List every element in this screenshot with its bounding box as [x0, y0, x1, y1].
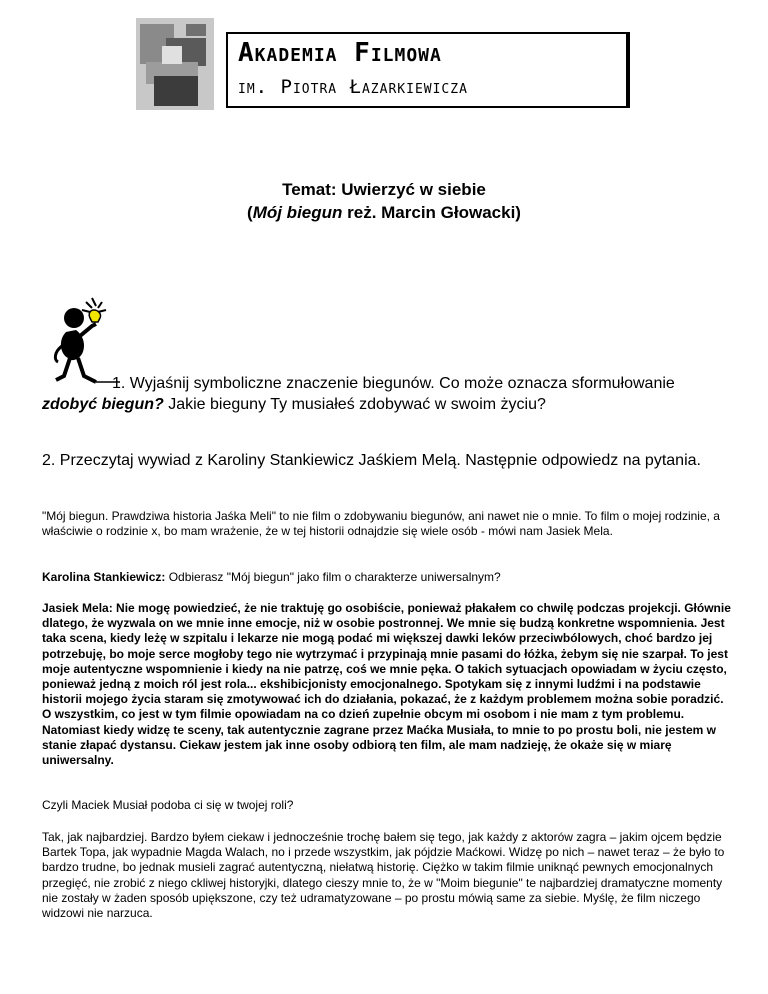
question-1-emphasis: zdobyć biegun?	[42, 396, 164, 413]
interview-question-1	[42, 570, 732, 585]
academy-patron: im. Piotra Łazarkiewicza	[238, 76, 468, 98]
hands-frame-photo-icon	[136, 18, 214, 110]
question-1-rest: Jakie bieguny Ty musiałeś zdobywać w swoim życiu?	[163, 396, 546, 413]
interviewee-name: Jasiek Mela:	[42, 601, 113, 615]
interview-question-2: Czyli Maciek Musiał podoba ci się w twojej roli?	[42, 798, 294, 812]
interview-answer-2: Tak, jak najbardziej. Bardzo byłem ciekaw i jednocześnie trochę bałem się tego, jak każdy z aktorów zagra – jakim ojcem będzie Bartek Topa, jak wypadnie Magda Walach, no i przede wszystkim, jak pójdzie Maćkowi. Widzę po nich – nawet teraz – że było to bardzo trudne, bo jednak musieli zagrać autentyczną, niełatwą historię. Ciężko w takim filmie uniknąć pewnych emocjonalnych przegięć, nie zrobić z niego ckliwej historyjki, dlatego cieszy mnie to, że w "Moim biegunie" te najbardziej dramatyczne momenty nie zostały w żaden sposób upiększone, czy też udramatyzowane – po prostu mówią same za siebie. Myślę, że film niczego widzowi nie narzuca.	[42, 830, 725, 921]
title-director: reż. Marcin Głowacki)	[342, 203, 521, 222]
interview-answer-1-text: Nie mogę powiedzieć, że nie traktuję go osobiście, ponieważ płakałem co chwilę podczas projekcji. Głównie dlatego, że wyzwala on we mnie inne emocje, niż w osobie postronnej. We mnie się budzą konkretne wspomnienia. Jest taka scena, kiedy leżę w szpitalu i lekarze nie mogą podać mi większej dawki leków przeciwbólowych, choć bardzo jej potrzebuję, bo moje serce mogłoby tego nie wytrzymać i przypinają mnie pasami do łóżka, żebym się nie szarpał. To jest moje autentyczne wspomnienie i kiedy na nie patrzę, coś we mnie pęka. O takich sytuacjach opowiadam w życiu często, ponieważ jedną z moich ról jest rola... ekshibicjonisty emocjonalnego. Spotykam się z innymi ludźmi i na podstawie historii mojego życia staram się zmotywować ich do działania, pokazać, że z każdym problemem można sobie poradzić. O wszystkim, co jest w tym filmie opowiadam na co dzień zupełnie obcym mi osobom i nie mam z tym problemu. Natomiast kiedy widzę te sceny, tak autentycznie zagrane przez Maćka Musiała, to mnie to po prostu boli, nie jestem w stanie złapać dystansu. Ciekaw jestem jak inne osoby odbiorą ten film, ale mam nadzieję, że okaże się w miarę uniwersalny.	[42, 601, 731, 768]
title-open-paren: (	[247, 203, 253, 222]
interviewer-name: Karolina Stankiewicz:	[42, 570, 166, 584]
lesson-title-line2	[0, 201, 768, 224]
header-title-box	[226, 32, 630, 108]
lesson-title-line1: Temat: Uwierzyć w siebie	[282, 180, 486, 199]
question-2: 2. Przeczytaj wywiad z Karoliny Stankiewicz Jaśkiem Melą. Następnie odpowiedz na pytania.	[42, 452, 701, 469]
academy-name: Akademia Filmowa	[238, 38, 442, 68]
header	[136, 18, 636, 110]
question-1	[42, 373, 732, 415]
question-1-text: 1. Wyjaśnij symboliczne znaczenie biegunów. Co może oznacza sformułowanie	[112, 375, 675, 392]
film-title: Mój biegun	[252, 203, 343, 222]
interview-question-1-text: Odbierasz "Mój biegun" jako film o charakterze uniwersalnym?	[165, 570, 501, 584]
interview-answer-1	[42, 601, 732, 768]
interview-intro: "Mój biegun. Prawdziwa historia Jaśka Meli" to nie film o zdobywaniu biegunów, ani nawet nie o mnie. To film o mojej rodzinie, a właściwie o rodzinie x, bo mam wrażenie, że w tej historii odnajdzie się wiele osób - mówi nam Jasiek Mela.	[42, 509, 720, 539]
